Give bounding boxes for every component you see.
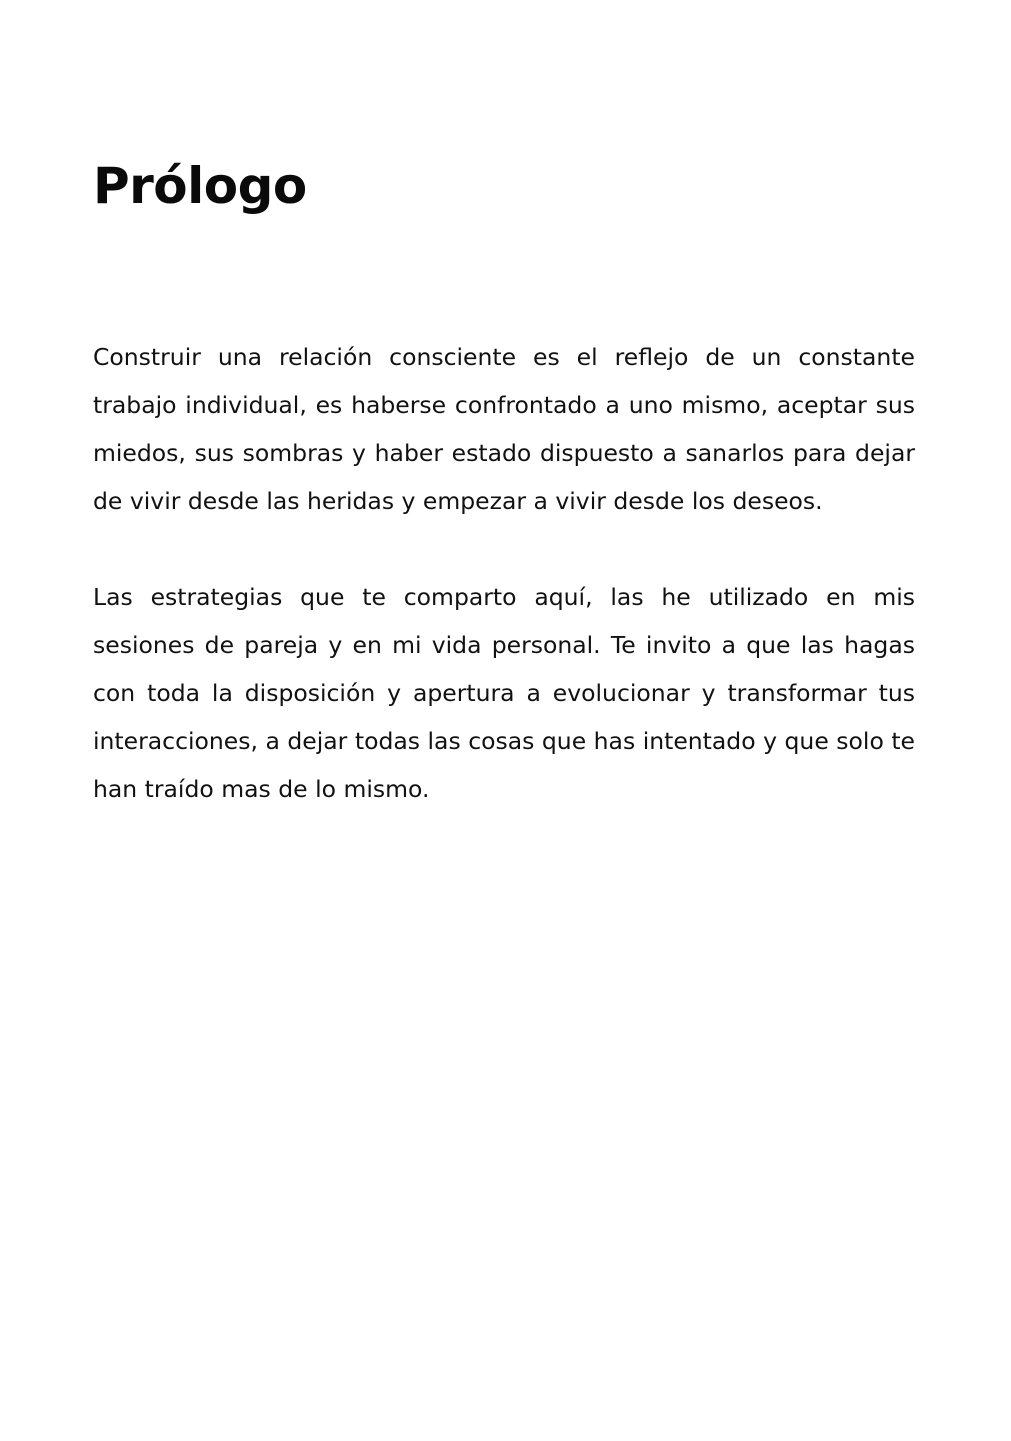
page-title: Prólogo (93, 157, 307, 215)
body-text (93, 333, 915, 813)
paragraph-1: Construir una relación consciente es el reflejo de un constante trabajo individual, es haberse confrontado a uno mismo, aceptar sus miedos, sus sombras y haber estado dispuesto a sanarlos para dejar de vivir desde las heridas y empezar a vivir desde los deseos. (93, 343, 915, 515)
paragraph-2: Las estrategias que te comparto aquí, las he utilizado en mis sesiones de pareja y en mi vida personal. Te invito a que las hagas con toda la disposición y apertura a evolucionar y transformar tus interacciones, a dejar todas las cosas que has intentado y que solo te han traído mas de lo mismo. (93, 583, 915, 803)
